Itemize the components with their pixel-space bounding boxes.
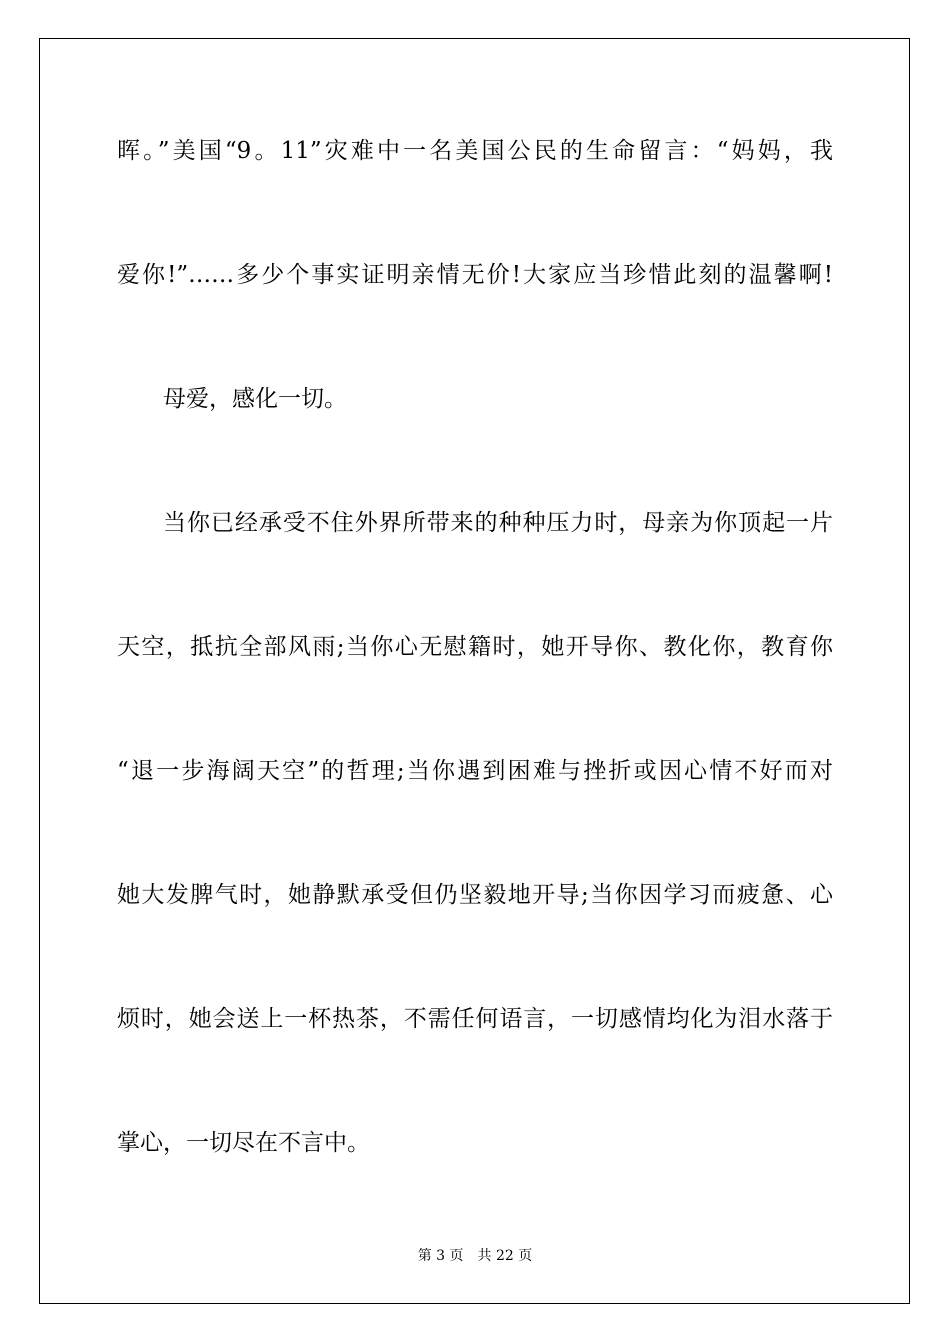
page-frame	[39, 38, 910, 1304]
text-line-4: 当你已经承受不住外界所带来的种种压力时，母亲为你顶起一片	[163, 510, 833, 536]
total-pages: 共 22 页	[477, 1248, 533, 1264]
text-line-8: 烦时，她会送上一杯热茶，不需任何语言，一切感情均化为泪水落于	[117, 1006, 833, 1032]
text-line-3: 母爱，感化一切。	[163, 386, 347, 412]
page-number: 第 3 页	[417, 1248, 464, 1264]
text-line-2: 爱你!”……多少个事实证明亲情无价!大家应当珍惜此刻的温馨啊!	[117, 262, 833, 288]
page-footer	[0, 1247, 950, 1265]
text-line-5: 天空，抵抗全部风雨;当你心无慰籍时，她开导你、教化你，教育你	[117, 634, 833, 660]
text-line-7: 她大发脾气时，她静默承受但仍坚毅地开导;当你因学习而疲惫、心	[117, 882, 833, 908]
text-line-1: 晖。”美国“9。11”灾难中一名美国公民的生命留言：“妈妈，我	[117, 138, 833, 164]
text-line-6: “退一步海阔天空”的哲理;当你遇到困难与挫折或因心情不好而对	[117, 758, 833, 784]
text-line-9: 掌心，一切尽在不言中。	[117, 1130, 370, 1156]
